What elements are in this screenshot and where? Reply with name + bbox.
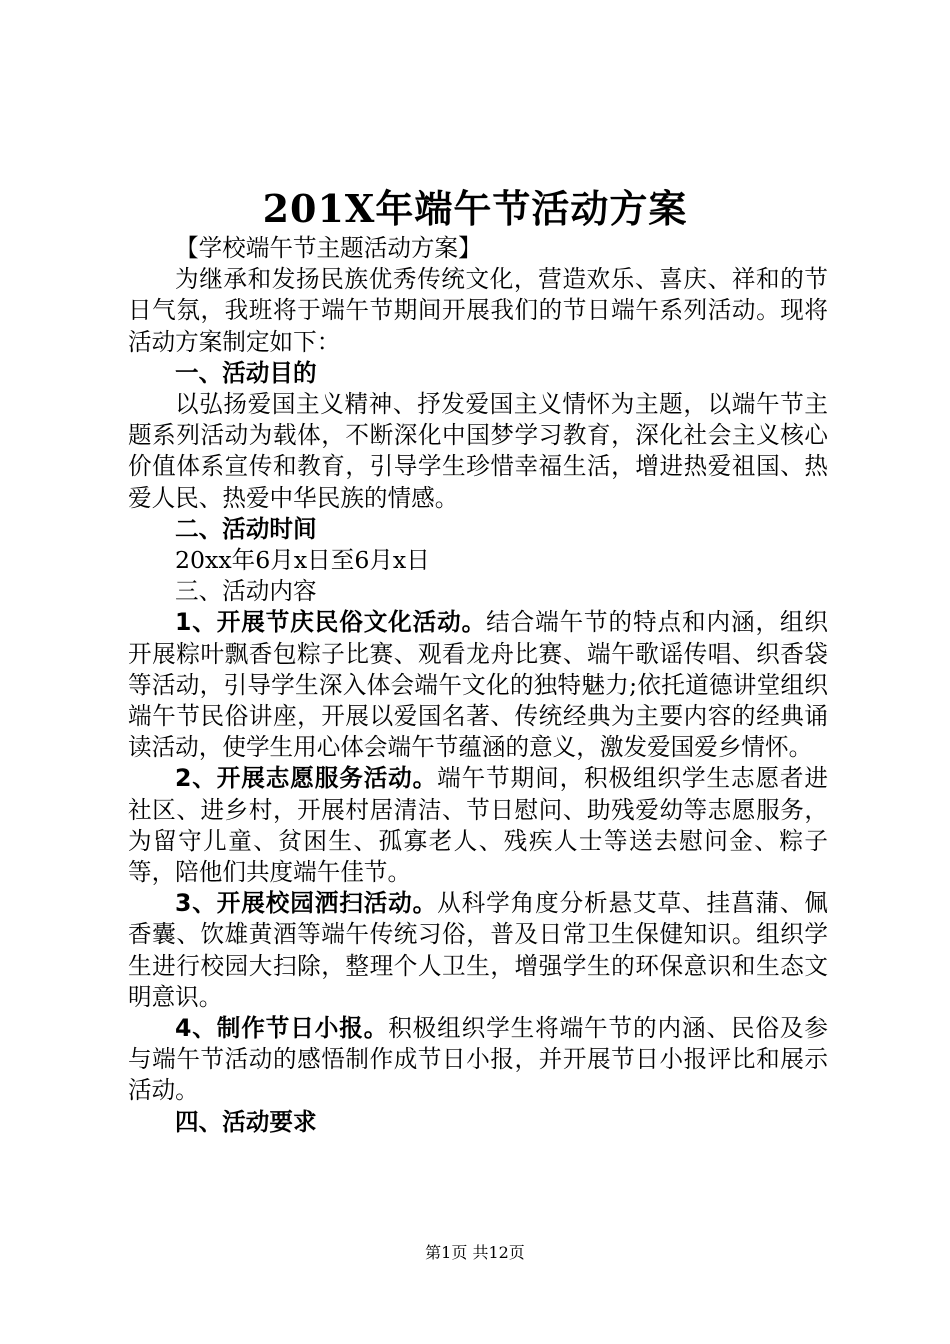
content-item-1-lead: 1、开展节庆民俗文化活动。 bbox=[175, 608, 487, 637]
content-item-3-lead: 3、开展校园洒扫活动。 bbox=[175, 889, 438, 918]
content-item-1 bbox=[128, 607, 828, 763]
section-text-purpose: 以弘扬爱国主义精神、抒发爱国主义情怀为主题，以端午节主题系列活动为载体，不断深化中国梦学习教育，深化社会主义核心价值体系宣传和教育，引导学生珍惜幸福生活，增进热爱祖国、热爱人民、热爱中华民族的情感。 bbox=[128, 390, 828, 512]
section-heading-content: 三、活动内容 bbox=[175, 577, 317, 606]
content-item-3-text: 从科学角度分析悬艾草、挂菖蒲、佩香囊、饮雄黄酒等端午传统习俗，普及日常卫生保健知识。组织学生进行校园大扫除，整理个人卫生，增强学生的环保意识和生态文明意识。 bbox=[128, 889, 829, 1011]
content-item-1-text: 结合端午节的特点和内涵，组织开展粽叶飘香包粽子比赛、观看龙舟比赛、端午歌谣传唱、织香袋等活动，引导学生深入体会端午文化的独特魅力;依托道德讲堂组织端午节民俗讲座，开展以爱国名著、传统经典为主要内容的经典诵读活动，使学生用心体会端午节蕴涵的意义，激发爱国爱乡情怀。 bbox=[128, 608, 829, 762]
document-title: 201X年端午节活动方案 bbox=[262, 186, 688, 231]
content-item-4 bbox=[128, 1013, 828, 1107]
content-item-2-lead: 2、开展志愿服务活动。 bbox=[175, 764, 438, 793]
content-item-2-text: 端午节期间，积极组织学生志愿者进社区、进乡村，开展村居清洁、节日慰问、助残爱幼等志愿服务，为留守儿童、贫困生、孤寡老人、残疾人士等送去慰问金、粽子等，陪他们共度端午佳节。 bbox=[128, 764, 829, 887]
section-heading-requirements: 四、活动要求 bbox=[175, 1107, 317, 1136]
subtitle: 【学校端午节主题活动方案】 bbox=[175, 234, 482, 262]
section-heading-time: 二、活动时间 bbox=[175, 514, 317, 543]
content-item-2 bbox=[128, 763, 828, 888]
content-item-4-text: 积极组织学生将端午节的内涵、民俗及参与端午节活动的感悟制作成节日小报，并开展节日小报评比和展示活动。 bbox=[128, 1014, 829, 1105]
content-item-3 bbox=[128, 888, 828, 1013]
section-heading-purpose: 一、活动目的 bbox=[175, 358, 317, 387]
document-body bbox=[128, 233, 828, 1138]
section-text-time: 20xx年6月x日至6月x日 bbox=[175, 546, 430, 575]
content-item-4-lead: 4、制作节日小报。 bbox=[175, 1014, 389, 1043]
intro-paragraph: 为继承和发扬民族优秀传统文化，营造欢乐、喜庆、祥和的节日气氛，我班将于端午节期间开展我们的节日端午系列活动。现将活动方案制定如下： bbox=[128, 265, 828, 356]
page-footer: 第1页 共12页 bbox=[425, 1243, 525, 1262]
